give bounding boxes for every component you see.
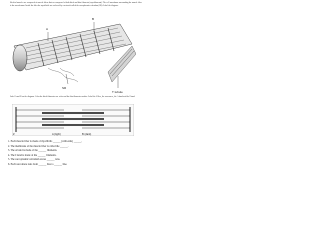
exposed-myofibril (108, 46, 136, 82)
sarcomere-diagram (12, 104, 134, 136)
sarcomere-label-a: A (light) (52, 133, 61, 136)
question-item: 1. Each muscle fiber is made of myofibrils ______ (with ends) ______. (8, 140, 83, 143)
question-item: 3. The A band is made of the ______ filaments. (8, 149, 58, 153)
question-item: 4. The I band is made of the ______ filaments. (8, 153, 57, 157)
fiber-body (14, 24, 132, 70)
instruction-paragraph: Label A and B on the diagram. Color the thick filaments one color and the thin filaments another. Label the Z-line, the sarcomere, the A band and the I band. (10, 96, 136, 98)
figure-label-a: A (46, 27, 49, 31)
question-list (8, 140, 142, 168)
figure-label-sr: SR (62, 86, 67, 90)
question-item: 2. The membrane of the muscle fiber is called the ______. (8, 144, 69, 148)
question-item: 6. Each sarcomere runs from ______ line to ______ line. (8, 162, 68, 166)
muscle-fiber-diagram (8, 10, 136, 94)
figure-label-b: B (92, 17, 95, 21)
fiber-cut-end (13, 45, 27, 71)
sarcomere-label-z: Z (13, 133, 15, 136)
sarcomere-label-b: B (dark) (82, 133, 92, 136)
intro-paragraph: Skeletal muscles are composed of muscle fibers that are composed of both thick and thin filaments (myofilaments). The cell membrane surrounding the muscle fiber is the sarcolemma. Inside the fiber the myofibrils are enclosed by a network called the sarcoplasmic reticulum (SR). Label the diagram. (10, 2, 142, 7)
figure-label-tt: T tubule (112, 90, 123, 94)
question-item: 5. The sarcoplasmic reticulum stores ______ ions. (8, 158, 61, 162)
sr-network (48, 68, 78, 82)
